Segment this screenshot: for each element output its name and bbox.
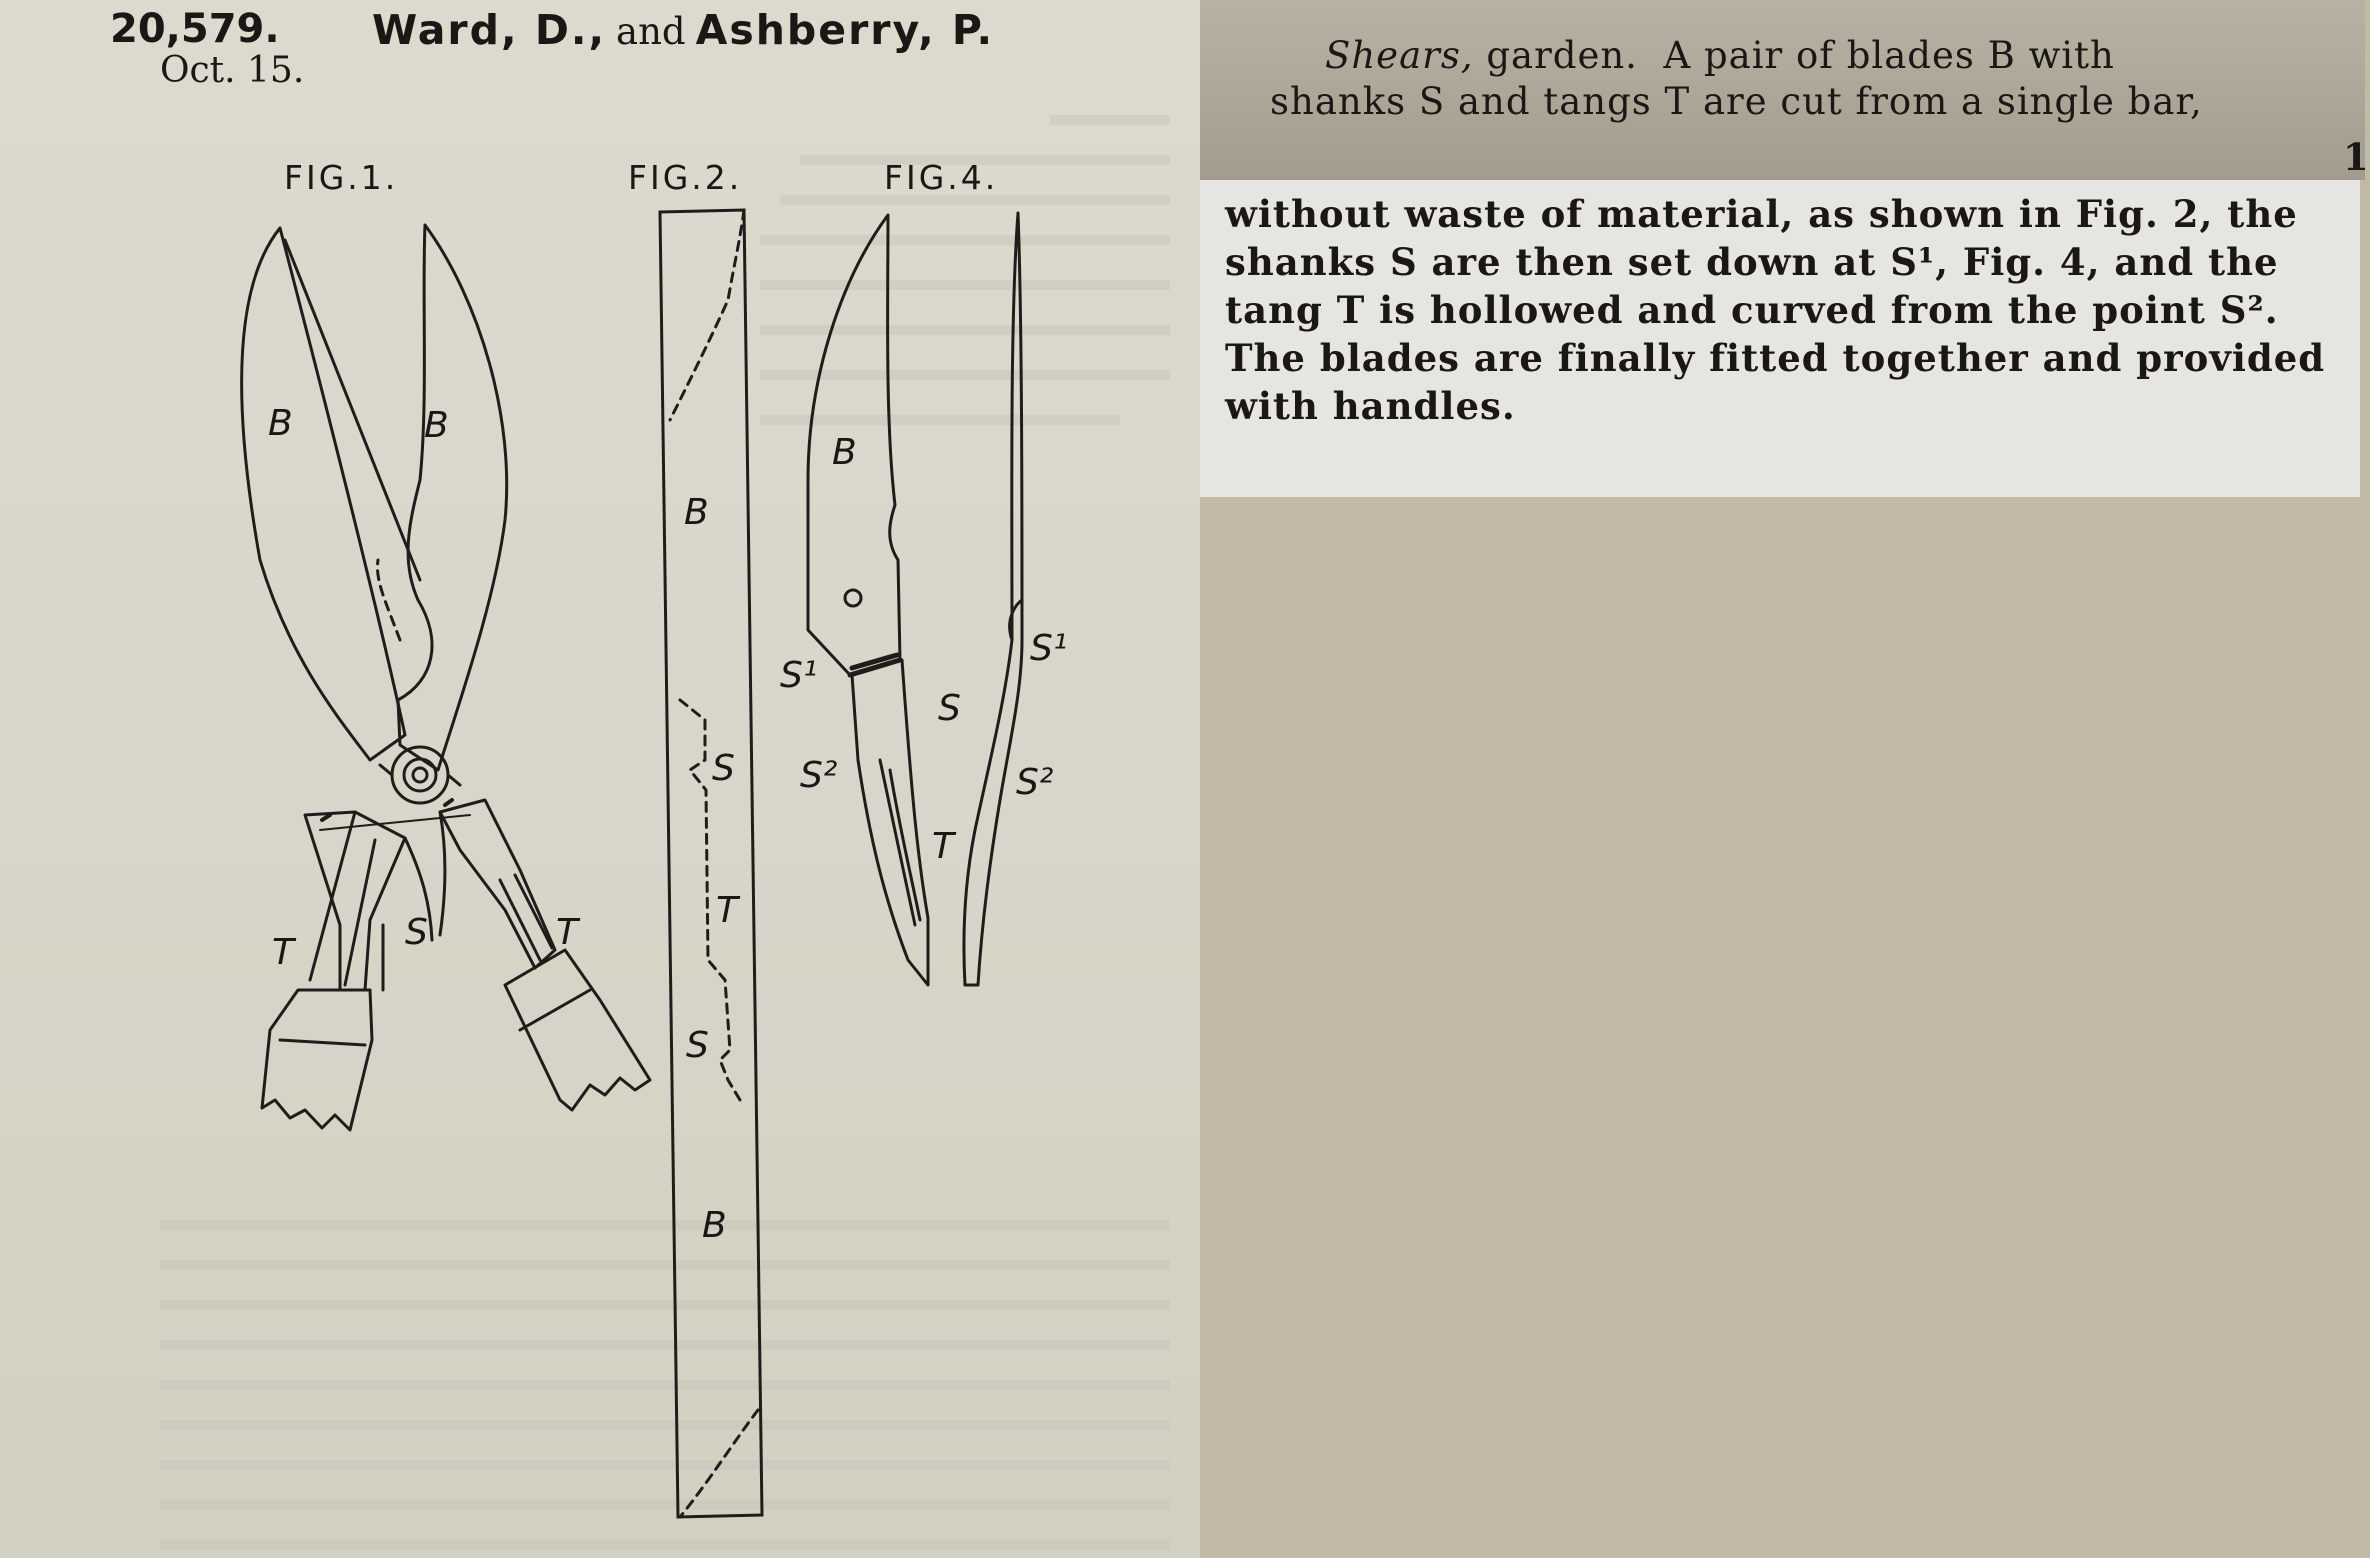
abstract-continuation-line: with handles. <box>1225 384 1516 428</box>
fig2-label-blade-top: B <box>684 492 709 533</box>
fig1-left-blade <box>242 228 405 760</box>
abstract-continuation-line: tang T is hollowed and curved from the point S². <box>1225 288 2279 332</box>
fig4-title: FIG.4. <box>884 158 999 197</box>
fig2-label-shank-upper: S <box>712 748 735 789</box>
fig4-label-tang: T <box>932 826 954 867</box>
fig1-left-handle <box>305 812 405 990</box>
inventors-line <box>372 6 994 54</box>
abstract-continuation-line: The blades are finally fitted together and provided <box>1225 336 2326 380</box>
fig2-bar-drawing <box>660 210 762 1517</box>
fig1-shears-drawing <box>242 225 650 1130</box>
fig1-right-grip <box>505 950 650 1110</box>
abstract-top-strip <box>1200 0 2370 180</box>
abstract-continuation-line: without waste of material, as shown in Fig. 2, the <box>1225 192 2298 236</box>
fig2-label-tang: T <box>716 890 738 931</box>
patent-date: Oct. 15. <box>160 50 305 91</box>
fig2-label-blade-bottom: B <box>702 1205 727 1246</box>
fig1-pivot-bolt <box>392 747 448 803</box>
abstract-main-block <box>1200 180 2360 497</box>
fig1-left-grip <box>262 990 372 1130</box>
fig4-label-blade: B <box>832 432 857 473</box>
fig2-label-shank-lower: S <box>686 1025 709 1066</box>
patent-number: 20,579. <box>110 6 280 52</box>
fig4-label-s1-left: S¹ <box>780 655 818 696</box>
fig4-label-shank: S <box>938 688 961 729</box>
fig4-shank-tang <box>852 660 928 985</box>
fig1-label-blade-right: B <box>424 405 449 446</box>
conjunction: and <box>616 10 686 53</box>
inventor-2: Ashberry, P. <box>695 6 995 54</box>
fig1-title: FIG.1. <box>284 158 399 197</box>
abstract-intro: Shears, <box>1325 34 1474 77</box>
abstract-line-1-rest: garden. A pair of blades B with <box>1486 34 2115 77</box>
fig1-label-blade-left: B <box>268 403 293 444</box>
fig4-label-s2-left: S² <box>800 755 838 796</box>
fig1-label-tang-left: T <box>272 932 294 973</box>
abstract-line-1 <box>1325 34 2115 77</box>
fig1-label-shank: S <box>405 912 428 953</box>
fig4-label-s1-right: S¹ <box>1030 628 1068 669</box>
fig1-right-handle <box>440 800 555 968</box>
fig1-label-tang-right: T <box>556 912 578 953</box>
page-mark: 1 <box>2343 135 2370 179</box>
abstract-line-2: shanks S and tangs T are cut from a single bar, <box>1270 80 2203 123</box>
inventor-1: Ward, D., <box>372 6 607 54</box>
fig4-label-s2-right: S² <box>1016 762 1054 803</box>
abstract-continuation-line: shanks S are then set down at S¹, Fig. 4, and the <box>1225 240 2279 284</box>
fig1-right-blade <box>398 225 507 770</box>
fig2-title: FIG.2. <box>628 158 743 197</box>
